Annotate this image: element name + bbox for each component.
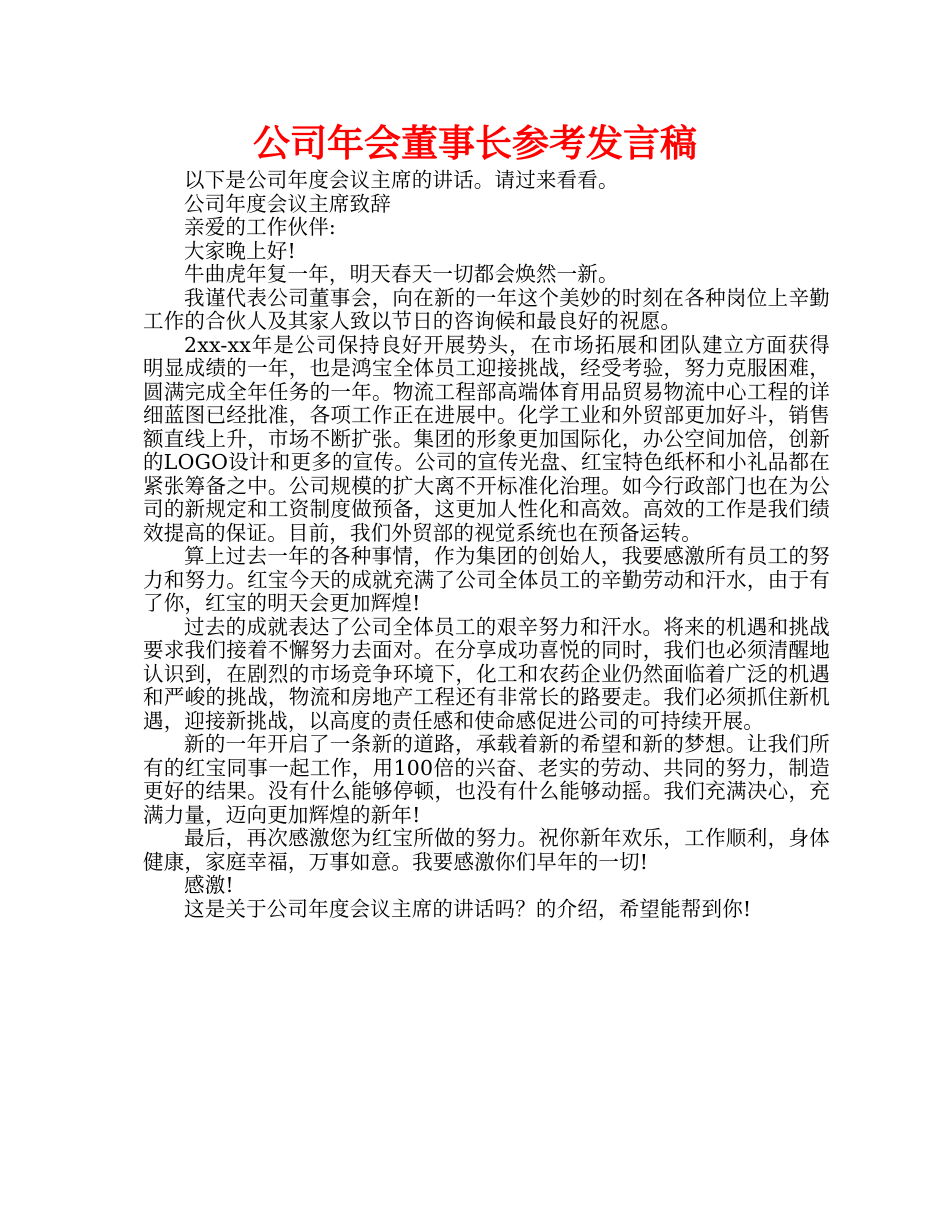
paragraph: 亲爱的工作伙伴:	[184, 215, 337, 239]
paragraph: 以下是公司年度会议主席的讲话。请过来看看。	[184, 168, 619, 192]
paragraph: 感激!	[184, 873, 234, 897]
paragraph: 牛曲虎年复一年，明天春天一切都会焕然一新。	[184, 262, 619, 286]
paragraph: 过去的成就表达了公司全体员工的艰辛努力和汗水。将来的机遇和挑战要求我们接着不懈努力去面对。在分享成功喜悦的同时，我们也必须清醒地认识到，在剧烈的市场竞争环境下，化工和农药企业仍然面临着广泛的机遇和严峻的挑战，物流和房地产工程还有非常长的路要走。我们必须抓住新机遇，迎接新挑战，以高度的责任感和使命感促进公司的可持续开展。	[143, 614, 830, 733]
paragraph: 公司年度会议主席致辞	[184, 191, 391, 216]
paragraph: 大家晚上好!	[184, 238, 296, 263]
paragraph: 这是关于公司年度会议主席的讲话吗？的介绍，希望能帮到你!	[184, 896, 752, 921]
paragraph: 最后，再次感激您为红宝所做的努力。祝你新年欢乐，工作顺利，身体健康，家庭幸福，万事如意。我要感激你们早年的一切!	[143, 826, 830, 874]
paragraph: 我谨代表公司董事会，向在新的一年这个美妙的时刻在各种岗位上辛勤工作的合伙人及其家人致以节日的咨询候和最良好的祝愿。	[143, 285, 830, 333]
document-title: 公司年会董事长参考发言稿	[253, 122, 697, 165]
paragraph: 2xx-xx年是公司保持良好开展势头，在市场拓展和团队建立方面获得明显成绩的一年，也是鸿宝全体员工迎接挑战，经受考验，努力克服困难，圆满完成全年任务的一年。物流工程部高端体育用品贸易物流中心工程的详细蓝图已经批准，各项工作正在进展中。化学工业和外贸部更加好斗，销售额直线上升，市场不断扩张。集团的形象更加国际化，办公空间加倍，创新的LOGO设计和更多的宣传。公司的宣传光盘、红宝特色纸杯和小礼品都在紧张筹备之中。公司规模的扩大离不开标准化治理。如今行政部门也在为公司的新规定和工资制度做预备，这更加人性化和高效。高效的工作是我们绩效提高的保证。目前，我们外贸部的视觉系统也在预备运转。	[143, 332, 830, 545]
paragraph: 算上过去一年的各种事情，作为集团的创始人，我要感激所有员工的努力和努力。红宝今天的成就充满了公司全体员工的辛勤劳动和汗水，由于有了你，红宝的明天会更加辉煌!	[143, 544, 830, 615]
paragraph: 新的一年开启了一条新的道路，承载着新的希望和新的梦想。让我们所有的红宝同事一起工作，用100倍的兴奋、老实的劳动、共同的努力，制造更好的结果。没有什么能够停顿，也没有什么能够动摇。我们充满决心，充满力量，迈向更加辉煌的新年!	[143, 732, 830, 827]
document-body	[143, 169, 830, 921]
